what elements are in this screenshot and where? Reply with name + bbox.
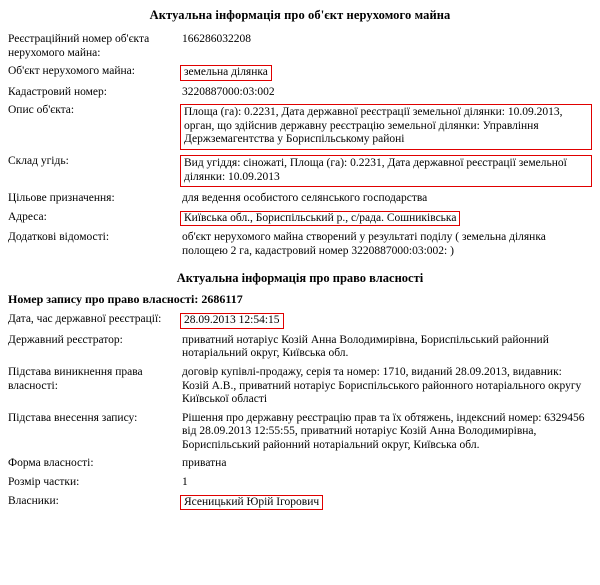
table-row (8, 190, 592, 209)
table-row (8, 31, 592, 63)
value-text: 1 (182, 475, 188, 488)
property-info-body (8, 31, 592, 261)
row-value (180, 410, 592, 456)
row-label: Склад угідь: (8, 154, 69, 167)
ownership-record-number: 2686117 (201, 292, 243, 307)
property-info-table (8, 31, 592, 261)
row-label: Державний реєстратор: (8, 333, 123, 346)
value-text: приватний нотаріус Козій Анна Володимирівна, Бориспільський районний нотаріальний округ, Київська обл. (182, 333, 549, 360)
value-text: для ведення особистого селянського господарства (182, 192, 428, 205)
row-value (180, 474, 592, 493)
value-text-highlighted: Київська обл., Бориспільський р., с/рада. Сошниківська (180, 211, 460, 227)
table-row (8, 364, 592, 410)
ownership-info-table (8, 311, 592, 513)
row-value (180, 102, 592, 153)
value-text: 3220887000:03:002 (182, 85, 275, 98)
row-value (180, 31, 592, 63)
value-text-highlighted: земельна ділянка (180, 65, 272, 81)
table-row (8, 493, 592, 514)
row-label: Власники: (8, 494, 59, 507)
row-value (180, 455, 592, 474)
row-value (180, 311, 592, 332)
row-value (180, 153, 592, 190)
table-row (8, 229, 592, 261)
table-row (8, 153, 592, 190)
ownership-record-line (8, 292, 592, 307)
table-row (8, 63, 592, 84)
row-value (180, 63, 592, 84)
ownership-record-label: Номер запису про право власності: (8, 292, 199, 307)
row-label: Цільове призначення: (8, 192, 115, 205)
row-value (180, 209, 592, 230)
row-label: Об'єкт нерухомого майна: (8, 65, 135, 78)
value-text-highlighted: Вид угіддя: сіножаті, Площа (га): 0.2231, Дата державної реєстрації земельної ділянки: 10.09.2013 (180, 155, 592, 187)
row-label: Форма власності: (8, 457, 94, 470)
row-label: Реєстраційний номер об'єкта нерухомого майна: (8, 33, 150, 59)
row-label: Кадастровий номер: (8, 85, 107, 98)
row-value (180, 493, 592, 514)
table-row (8, 209, 592, 230)
value-text: 166286032208 (182, 33, 251, 45)
row-value (180, 84, 592, 103)
row-label: Підстава внесення запису: (8, 411, 138, 424)
row-value (180, 229, 592, 261)
row-label: Розмір частки: (8, 475, 80, 488)
row-value (180, 364, 592, 410)
value-text: договір купівлі-продажу, серія та номер: 1710, виданий 28.09.2013, видавник: Козій А.В., приватний нотаріус Бориспільського районного нотаріального округу Київської області (182, 366, 582, 406)
row-value (180, 190, 592, 209)
row-value (180, 332, 592, 364)
row-label: Додаткові відомості: (8, 231, 110, 244)
value-text-highlighted: 28.09.2013 12:54:15 (180, 313, 284, 329)
table-row (8, 332, 592, 364)
value-text: Рішення про державну реєстрацію прав та їх обтяжень, індексний номер: 6329456 від 28.09.2013 12:55:55, приватний нотаріус Козій Анна Володимирівна, Бориспільський районний нотаріальний округ, Київська обл. (182, 411, 585, 451)
table-row (8, 410, 592, 456)
row-label: Адреса: (8, 210, 47, 223)
table-row (8, 474, 592, 493)
table-row (8, 311, 592, 332)
ownership-info-body (8, 311, 592, 513)
value-text: приватна (182, 457, 227, 470)
value-text-highlighted: Ясеницький Юрій Ігорович (180, 495, 323, 511)
row-label: Опис об'єкта: (8, 104, 75, 117)
table-row (8, 102, 592, 153)
value-text: об'єкт нерухомого майна створений у результаті поділу ( земельна ділянка полощею 2 га, кадастровий номер 3220887000:03:002: ) (182, 231, 546, 257)
ownership-section-title: Актуальна інформація про право власності (176, 271, 424, 286)
value-text-highlighted: Площа (га): 0.2231, Дата державної реєстрації земельної ділянки: 10.09.2013, орган, що здійснив державну реєстрацію земельної ділянки: Управління Держземагентства у Бориспільському районі (180, 104, 592, 150)
table-row (8, 455, 592, 474)
page-title: Актуальна інформація про об'єкт нерухомого майна (149, 8, 451, 22)
row-label: Дата, час державної реєстрації: (8, 313, 162, 326)
row-label: Підстава виникнення права власності: (8, 366, 143, 392)
table-row (8, 84, 592, 103)
